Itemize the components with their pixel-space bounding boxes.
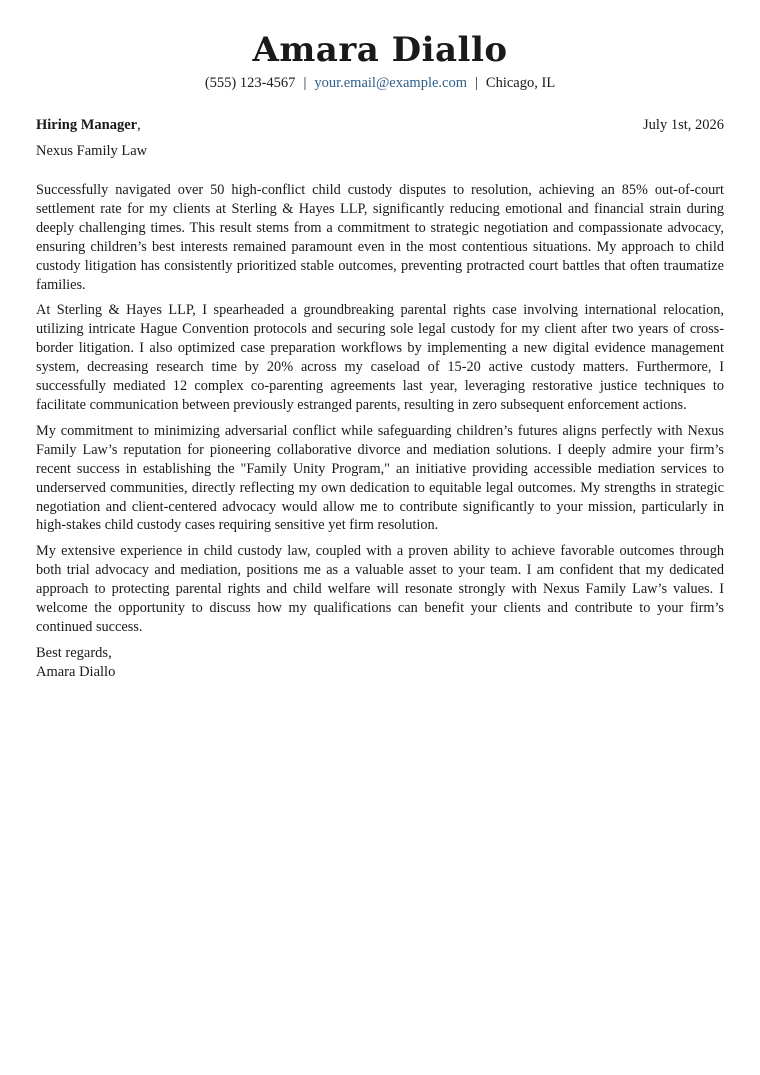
letter-body [36, 181, 724, 637]
body-paragraph: Successfully navigated over 50 high-conflict child custody disputes to resolution, achieving an 85% out-of-court settlement rate for my clients at Sterling & Hayes LLP, significantly reducing emotional and financial strain during deeply challenging times. This result stems from a commitment to strategic negotiation and compassionate advocacy, ensuring children’s best interests remained paramount even in the most contentious situations. My approach to child custody litigation has consistently prioritized stable outcomes, preventing protracted court battles that often traumatize families. [36, 182, 724, 293]
contact-line [36, 73, 724, 93]
applicant-name: Amara Diallo [252, 30, 508, 70]
phone-number: (555) 123-4567 [204, 75, 296, 91]
contact-separator: | [303, 75, 307, 91]
email-link[interactable]: your.email@example.com [314, 75, 468, 91]
signature: Amara Diallo [36, 663, 116, 680]
contact-separator: | [475, 75, 478, 91]
cover-letter-page [36, 0, 724, 682]
body-paragraph: At Sterling & Hayes LLP, I spearheaded a groundbreaking parental rights case involving international relocation, utilizing intricate Hague Convention protocols and securing sole legal custody for my client after two years of cross-border litigation. I also optimized case preparation workflows by implementing a new digital evidence management system, decreasing research time by 20% across my caseload of 15-20 active custody matters. Furthermore, I successfully mediated 12 complex co-parenting agreements last year, leveraging restorative justice techniques to facilitate communication between previously estranged parents, resulting in zero subsequent enforcement actions. [36, 302, 724, 413]
company-name: Nexus Family Law [36, 143, 148, 159]
location: Chicago, IL [485, 75, 556, 91]
recipient: Hiring Manager [36, 117, 138, 133]
letter-meta [36, 115, 724, 135]
recipient-comma: , [137, 117, 141, 133]
letter-date: July 1st, 2026 [643, 117, 724, 133]
body-paragraph: My commitment to minimizing adversarial conflict while safeguarding children’s futures aligns perfectly with Nexus Family Law’s reputation for pioneering collaborative divorce and mediation solutions. I deeply admire your firm’s recent success in establishing the "Family Unity Program," an initiative providing accessible mediation services to underserved communities, directly reflecting my own dedication to equitable legal outcomes. My strengths in strategic negotiation and client-centered advocacy would allow me to contribute significantly to your mission, particularly in high-stakes child custody cases requiring sensitive yet firm resolution. [36, 422, 724, 534]
closing-phrase: Best regards, [36, 644, 112, 661]
body-paragraph: My extensive experience in child custody law, coupled with a proven ability to achieve favorable outcomes through both trial advocacy and mediation, positions me as a valuable asset to your team. I am confident that my dedicated approach to protecting parental rights and child welfare will resonate strongly with Nexus Family Law’s values. I welcome the opportunity to discuss how my qualifications can benefit your clients and contribute to your firm’s continued success. [36, 543, 724, 635]
letter-closing [36, 644, 724, 682]
recipient-line [36, 115, 141, 135]
